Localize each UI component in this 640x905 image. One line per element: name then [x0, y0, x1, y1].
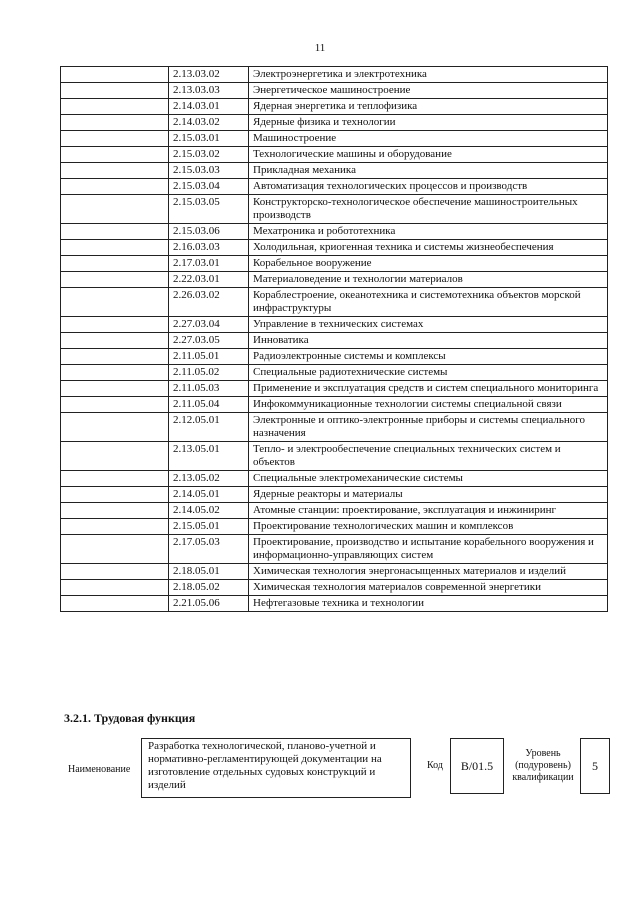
- table-row: [61, 163, 608, 179]
- empty-cell: [61, 288, 169, 317]
- table-row: [61, 442, 608, 471]
- table-row: [61, 240, 608, 256]
- name-cell: Машиностроение: [249, 131, 608, 147]
- code-cell: 2.13.05.02: [169, 471, 249, 487]
- empty-cell: [61, 564, 169, 580]
- empty-cell: [61, 442, 169, 471]
- code-cell: 2.26.03.02: [169, 288, 249, 317]
- name-label: Наименование: [68, 764, 131, 775]
- empty-cell: [61, 596, 169, 612]
- table-row: [61, 179, 608, 195]
- name-cell: Энергетическое машиностроение: [249, 83, 608, 99]
- table-row: [61, 397, 608, 413]
- code-cell: 2.11.05.03: [169, 381, 249, 397]
- code-cell: 2.11.05.01: [169, 349, 249, 365]
- code-cell: 2.17.05.03: [169, 535, 249, 564]
- empty-cell: [61, 256, 169, 272]
- name-cell: Автоматизация технологических процессов и производств: [249, 179, 608, 195]
- table-row: [61, 503, 608, 519]
- code-cell: 2.15.03.06: [169, 224, 249, 240]
- empty-cell: [61, 115, 169, 131]
- name-cell: Технологические машины и оборудование: [249, 147, 608, 163]
- table-row: [61, 67, 608, 83]
- table-row: [61, 195, 608, 224]
- name-cell: Специальные радиотехнические системы: [249, 365, 608, 381]
- name-cell: Ядерные физика и технологии: [249, 115, 608, 131]
- code-cell: 2.15.03.05: [169, 195, 249, 224]
- table-row: [61, 519, 608, 535]
- code-cell: 2.15.03.01: [169, 131, 249, 147]
- name-cell: Атомные станции: проектирование, эксплуатация и инжиниринг: [249, 503, 608, 519]
- table-row: [61, 288, 608, 317]
- code-cell: 2.15.03.04: [169, 179, 249, 195]
- table-row: [61, 413, 608, 442]
- name-cell: Специальные электромеханические системы: [249, 471, 608, 487]
- table-row: [61, 535, 608, 564]
- qualification-level-label: Уровень (подуровень) квалификации: [512, 748, 574, 783]
- empty-cell: [61, 413, 169, 442]
- table-row: [61, 147, 608, 163]
- name-cell: Химическая технология материалов современной энергетики: [249, 580, 608, 596]
- code-cell: 2.22.03.01: [169, 272, 249, 288]
- table-row: [61, 256, 608, 272]
- table-row: [61, 381, 608, 397]
- code-cell: 2.13.03.02: [169, 67, 249, 83]
- table-row: [61, 365, 608, 381]
- section-heading: 3.2.1. Трудовая функция: [64, 711, 196, 725]
- qualification-level-box: 5: [580, 738, 610, 794]
- empty-cell: [61, 224, 169, 240]
- table-row: [61, 471, 608, 487]
- empty-cell: [61, 240, 169, 256]
- name-cell: Химическая технология энергонасыщенных материалов и изделий: [249, 564, 608, 580]
- table-row: [61, 349, 608, 365]
- table-row: [61, 487, 608, 503]
- code-cell: 2.18.05.01: [169, 564, 249, 580]
- table-row: [61, 317, 608, 333]
- code-cell: 2.14.03.01: [169, 99, 249, 115]
- code-cell: 2.13.03.03: [169, 83, 249, 99]
- empty-cell: [61, 487, 169, 503]
- empty-cell: [61, 519, 169, 535]
- code-cell: 2.14.05.02: [169, 503, 249, 519]
- empty-cell: [61, 381, 169, 397]
- name-cell: Нефтегазовые техника и технологии: [249, 596, 608, 612]
- code-cell: 2.21.05.06: [169, 596, 249, 612]
- empty-cell: [61, 99, 169, 115]
- specialties-table: [60, 66, 608, 612]
- name-cell: Кораблестроение, океанотехника и системотехника объектов морской инфраструктуры: [249, 288, 608, 317]
- empty-cell: [61, 535, 169, 564]
- empty-cell: [61, 365, 169, 381]
- empty-cell: [61, 349, 169, 365]
- table-row: [61, 580, 608, 596]
- empty-cell: [61, 317, 169, 333]
- empty-cell: [61, 67, 169, 83]
- code-cell: 2.27.03.04: [169, 317, 249, 333]
- empty-cell: [61, 147, 169, 163]
- code-cell: 2.14.03.02: [169, 115, 249, 131]
- name-cell: Инфокоммуникационные технологии системы специальной связи: [249, 397, 608, 413]
- code-cell: 2.15.05.01: [169, 519, 249, 535]
- name-cell: Применение и эксплуатация средств и систем специального мониторинга: [249, 381, 608, 397]
- table-row: [61, 564, 608, 580]
- function-name-box: Разработка технологической, планово-учетной и нормативно-регламентирующей документации на изготовление отдельных судовых конструкций и изделий: [141, 738, 411, 798]
- name-cell: Проектирование технологических машин и комплексов: [249, 519, 608, 535]
- name-cell: Ядерные реакторы и материалы: [249, 487, 608, 503]
- name-cell: Конструкторско-технологическое обеспечение машиностроительных производств: [249, 195, 608, 224]
- name-cell: Электроэнергетика и электротехника: [249, 67, 608, 83]
- specialties-table-body: [61, 67, 608, 612]
- table-row: [61, 272, 608, 288]
- empty-cell: [61, 580, 169, 596]
- name-cell: Радиоэлектронные системы и комплексы: [249, 349, 608, 365]
- code-label: Код: [427, 760, 443, 771]
- empty-cell: [61, 471, 169, 487]
- table-row: [61, 224, 608, 240]
- empty-cell: [61, 503, 169, 519]
- empty-cell: [61, 179, 169, 195]
- code-value-box: B/01.5: [450, 738, 504, 794]
- code-cell: 2.15.03.03: [169, 163, 249, 179]
- name-cell: Инноватика: [249, 333, 608, 349]
- table-row: [61, 333, 608, 349]
- code-cell: 2.13.05.01: [169, 442, 249, 471]
- empty-cell: [61, 397, 169, 413]
- code-cell: 2.14.05.01: [169, 487, 249, 503]
- empty-cell: [61, 333, 169, 349]
- code-cell: 2.18.05.02: [169, 580, 249, 596]
- code-cell: 2.27.03.05: [169, 333, 249, 349]
- name-cell: Тепло- и электрообеспечение специальных технических систем и объектов: [249, 442, 608, 471]
- code-cell: 2.11.05.02: [169, 365, 249, 381]
- code-cell: 2.11.05.04: [169, 397, 249, 413]
- name-cell: Проектирование, производство и испытание корабельного вооружения и информационно-управляющих систем: [249, 535, 608, 564]
- empty-cell: [61, 131, 169, 147]
- table-row: [61, 99, 608, 115]
- table-row: [61, 83, 608, 99]
- name-cell: Управление в технических системах: [249, 317, 608, 333]
- name-cell: Ядерная энергетика и теплофизика: [249, 99, 608, 115]
- code-cell: 2.15.03.02: [169, 147, 249, 163]
- empty-cell: [61, 163, 169, 179]
- code-cell: 2.12.05.01: [169, 413, 249, 442]
- name-cell: Материаловедение и технологии материалов: [249, 272, 608, 288]
- page-number: 11: [314, 42, 326, 54]
- code-cell: 2.17.03.01: [169, 256, 249, 272]
- code-cell: 2.16.03.03: [169, 240, 249, 256]
- table-row: [61, 131, 608, 147]
- table-row: [61, 596, 608, 612]
- empty-cell: [61, 83, 169, 99]
- name-cell: Мехатроника и робототехника: [249, 224, 608, 240]
- empty-cell: [61, 272, 169, 288]
- name-cell: Холодильная, криогенная техника и системы жизнеобеспечения: [249, 240, 608, 256]
- name-cell: Прикладная механика: [249, 163, 608, 179]
- name-cell: Электронные и оптико-электронные приборы и системы специального назначения: [249, 413, 608, 442]
- name-cell: Корабельное вооружение: [249, 256, 608, 272]
- empty-cell: [61, 195, 169, 224]
- table-row: [61, 115, 608, 131]
